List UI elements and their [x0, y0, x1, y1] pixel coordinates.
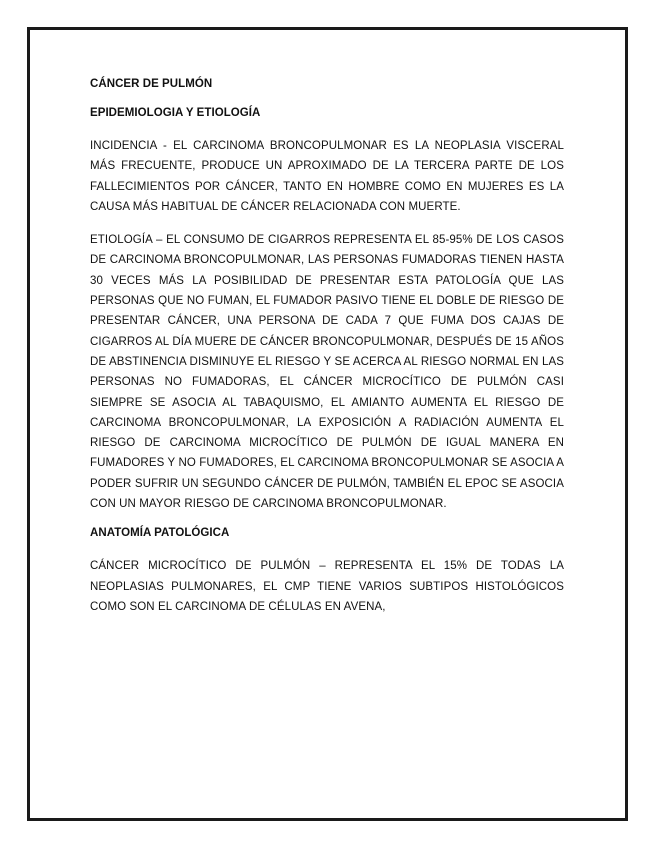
section-heading-epidemiologia: EPIDEMIOLOGIA Y ETIOLOGÍA — [90, 107, 261, 119]
paragraph-etiologia: ETIOLOGÍA – EL CONSUMO DE CIGARROS REPRESENTA EL 85-95% DE LOS CASOS DE CARCINOMA BRONCOPULMONAR, LAS PERSONAS FUMADORAS TIENEN HASTA 30 VECES MÁS LA POSIBILIDAD DE PRESENTAR ESTA PATOLOGÍA QUE LAS PERSONAS QUE NO FUMAN, EL FUMADOR PASIVO TIENE EL DOBLE DE RIESGO DE PRESENTAR CÁNCER, UNA PERSONA DE CADA 7 QUE FUMA DOS CAJAS DE CIGARROS AL DÍA MUERE DE CÁNCER BRONCOPULMONAR, DESPUÉS DE 15 AÑOS DE ABSTINENCIA DISMINUYE EL RIESGO Y SE ACERCA AL RIESGO NORMAL EN LAS PERSONAS NO FUMADORAS, EL CÁNCER MICROCÍTICO DE PULMÓN CASI SIEMPRE SE ASOCIA AL TABAQUISMO, EL AMIANTO AUMENTA EL RIESGO DE CARCINOMA BRONCOPULMONAR, LA EXPOSICIÓN A RADIACIÓN AUMENTA EL RIESGO DE CARCINOMA MICROCÍTICO DE PULMÓN DE IGUAL MANERA EN FUMADORES Y NO FUMADORES, EL CARCINOMA BRONCOPULMONAR SE ASOCIA A PODER SUFRIR UN SEGUNDO CÁNCER DE PULMÓN, TAMBIÉN EL EPOC SE ASOCIA CON UN MAYOR RIESGO DE CARCINOMA BRONCOPULMONAR. — [90, 234, 564, 511]
document-body — [90, 78, 564, 617]
document-title: CÁNCER DE PULMÓN — [90, 78, 213, 90]
paragraph-anatomia: CÁNCER MICROCÍTICO DE PULMÓN – REPRESENTA EL 15% DE TODAS LA NEOPLASIAS PULMONARES, EL CMP TIENE VARIOS SUBTIPOS HISTOLÓGICOS COMO SON EL CARCINOMA DE CÉLULAS EN AVENA, — [90, 560, 564, 613]
paragraph-incidencia: INCIDENCIA - EL CARCINOMA BRONCOPULMONAR ES LA NEOPLASIA VISCERAL MÁS FRECUENTE, PRODUCE UN APROXIMADO DE LA TERCERA PARTE DE LOS FALLECIMIENTOS POR CÁNCER, TANTO EN HOMBRE COMO EN MUJERES ES LA CAUSA MÁS HABITUAL DE CÁNCER RELACIONADA CON MUERTE. — [90, 140, 564, 213]
section-heading-anatomia: ANATOMÍA PATOLÓGICA — [90, 527, 230, 540]
